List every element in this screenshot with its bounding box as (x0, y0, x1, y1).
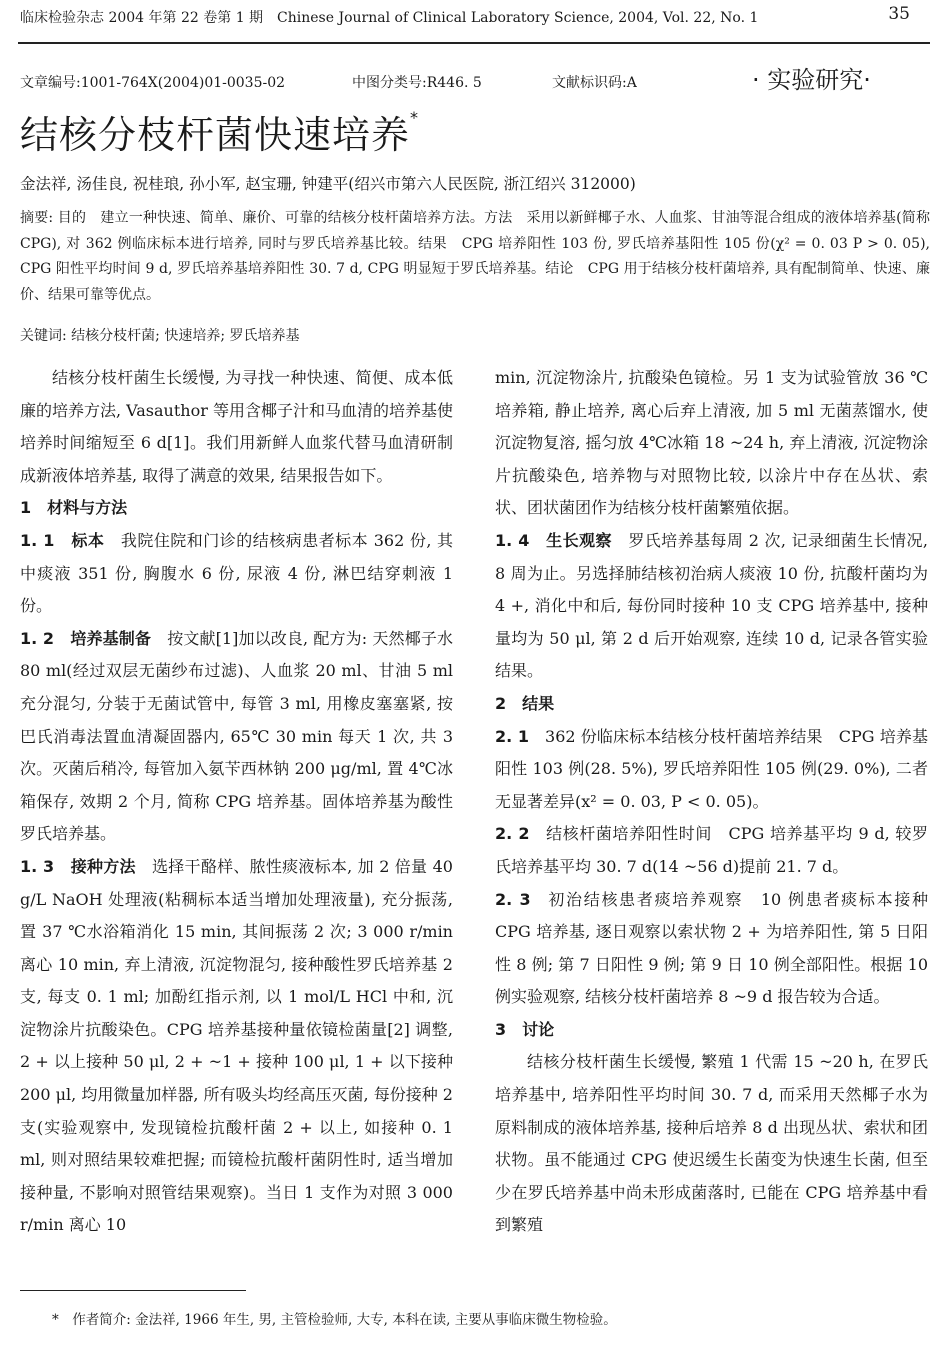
left-column (20, 362, 453, 1242)
intro-paragraph: 结核分枝杆菌生长缓慢, 为寻找一种快速、简便、成本低廉的培养方法, Vasauthor 等用含椰子汁和马血清的培养基使培养时间缩短至 6 d[1]。我们用新鲜人血浆代替马血清研制成新液体培养基, 取得了满意的效果, 结果报告如下。 (20, 368, 453, 485)
subsection-1-2-heading: 1. 2 培养基制备 (20, 628, 152, 648)
subsection-2-3 (495, 884, 928, 1014)
subsection-2-1-text: 362 份临床标本结核分枝杆菌培养结果 CPG 培养基阳性 103 例(28. 5%), 罗氏培养阳性 105 例(29. 0%), 二者无显著差异(x² = 0. 03, P < 0. 05)。 (495, 726, 928, 811)
section-heading-discussion: 3 讨论 (495, 1019, 555, 1039)
subsection-1-2 (20, 623, 453, 851)
keywords: 关键词: 结核分枝杆菌; 快速培养; 罗氏培养基 (20, 328, 300, 344)
discussion-paragraph: 结核分枝杆菌生长缓慢, 繁殖 1 代需 15 ~20 h, 在罗氏培养基中, 培养阳性平均时间 30. 7 d, 而采用天然椰子水为原料制成的液体培养基, 接种后培养 8 d 出现丛状、索状和团状物。虽不能通过 CPG 使迟缓生长菌变为快速生长菌, 但至少在罗氏培养基中尚未形成菌落时, 已能在 CPG 培养基中看到繁殖 (495, 1052, 928, 1235)
subsection-2-3-text: 初治结核患者痰培养观察 10 例患者痰标本接种 CPG 培养基, 逐日观察以索状物 2 + 为培养阳性, 第 5 日阳性 8 例; 第 7 日阳性 9 例; 第 9 日 10 例全部阳性。根据 10 例实验观察, 结核分枝杆菌培养 8 ~9 d 报告较为合适。 (495, 889, 928, 1007)
subsection-1-3-heading: 1. 3 接种方法 (20, 856, 136, 876)
subsection-1-1 (20, 525, 453, 623)
authors-affiliation: 金法祥, 汤佳良, 祝桂琅, 孙小军, 赵宝珊, 钟建平(绍兴市第六人民医院, 浙江绍兴 312000) (20, 175, 636, 193)
running-header: 临床检验杂志 2004 年第 22 卷第 1 期 Chinese Journal of Clinical Laboratory Science, 2004, Vol. 22, No. 1 (20, 10, 759, 26)
article-title (20, 104, 419, 159)
author-footnote: * 作者简介: 金法祥, 1966 年生, 男, 主管检验师, 大专, 本科在读, 主要从事临床微生物检验。 (52, 1312, 617, 1328)
subsection-1-1-text: 我院住院和门诊的结核病患者标本 362 份, 其中痰液 351 份, 胸腹水 6 份, 尿液 4 份, 淋巴结穿刺液 1 份。 (20, 530, 453, 616)
subsection-1-4 (495, 525, 928, 688)
title-footnote-mark: * (410, 108, 420, 127)
subsection-2-3-heading: 2. 3 (495, 889, 531, 909)
abstract: 摘要: 目的 建立一种快速、简单、廉价、可靠的结核分枝杆菌培养方法。方法 采用以新鲜椰子水、人血浆、甘油等混合组成的液体培养基(简称 CPG), 对 362 例临床标本进行培养, 同时与罗氏培养基比较。结果 CPG 培养阳性 103 份, 罗氏培养基阳性 105 份(χ² = 0. 03 P > 0. 05), CPG 阳性平均时间 9 d, 罗氏培养基培养阳性 30. 7 d, CPG 明显短于罗氏培养基。结论 CPG 用于结核分枝杆菌培养, 具有配制简单、快速、廉价、结果可靠等优点。 (20, 210, 930, 303)
section-heading-methods: 1 材料与方法 (20, 498, 128, 518)
subsection-1-3 (20, 851, 453, 1242)
right-column (495, 362, 928, 1242)
header-rule (18, 42, 930, 44)
continued-paragraph: min, 沉淀物涂片, 抗酸染色镜检。另 1 支为试验管放 36 ℃培养箱, 静止培养, 离心后弃上清液, 加 5 ml 无菌蒸馏水, 使沉淀物复溶, 摇匀放 4℃冰箱 18 ~24 h, 弃上清液, 沉淀物涂片抗酸染色, 培养物与对照物比较, 以涂片中存在丛状、索状、团状菌团作为结核分枝杆菌繁殖依据。 (495, 368, 928, 518)
subsection-1-1-heading: 1. 1 标本 (20, 530, 105, 550)
subsection-1-4-heading: 1. 4 生长观察 (495, 530, 612, 550)
article-number: 文章编号:1001-764X(2004)01-0035-02 (20, 75, 286, 91)
subsection-2-2-text: 结核杆菌培养阳性时间 CPG 培养基平均 9 d, 较罗氏培养基平均 30. 7 d(14 ~56 d)提前 21. 7 d。 (495, 824, 928, 876)
footnote-rule (20, 1290, 246, 1291)
document-code: 文献标识码:A (552, 75, 637, 91)
subsection-2-2-heading: 2. 2 (495, 824, 530, 844)
clc-number: 中图分类号:R446. 5 (352, 75, 482, 91)
subsection-2-1 (495, 721, 928, 819)
title-text: 结核分枝杆菌快速培养 (20, 113, 411, 157)
page-number: 35 (888, 4, 910, 24)
subsection-1-4-text: 罗氏培养基每周 2 次, 记录细菌生长情况, 8 周为止。另选择肺结核初治病人痰液 10 份, 抗酸杆菌均为 4 +, 消化中和后, 每份同时接种 10 支 CPG 培养基中, 接种量均为 50 μl, 第 2 d 后开始观察, 连续 10 d, 记录各管实验结果。 (495, 530, 928, 681)
subsection-2-1-heading: 2. 1 (495, 726, 530, 746)
subsection-1-2-text: 按文献[1]加以改良, 配方为: 天然椰子水 80 ml(经过双层无菌纱布过滤)、人血浆 20 ml、甘油 5 ml 充分混匀, 分装于无菌试管中, 每管 3 ml, 用橡皮塞塞紧, 按巴氏消毒法置血清凝固器内, 65℃ 30 min 每天 1 次, 共 3 次。灭菌后稍冷, 每管加入氨苄西林钠 200 μg/ml, 置 4℃冰箱保存, 效期 2 个月, 简称 CPG 培养基。固体培养基为酸性罗氏培养基。 (20, 628, 453, 844)
subsection-1-3-text: 选择干酪样、脓性痰液标本, 加 2 倍量 40 g/L NaOH 处理液(粘稠标本适当增加处理液量), 充分振荡, 置 37 ℃水浴箱消化 15 min, 其间振荡 2 次; 3 000 r/min 离心 10 min, 弃上清液, 沉淀物混匀, 接种酸性罗氏培养基 2 支, 每支 0. 1 ml; 加酚红指示剂, 以 1 mol/L HCl 中和, 沉淀物涂片抗酸染色。CPG 培养基接种量依镜检菌量[2] 调整, 2 + 以上接种 50 μl, 2 + ~1 + 接种 100 μl, 1 + 以下接种 200 μl, 均用微量加样器, 所有吸头均经高压灭菌, 每份接种 2 支(实验观察中, 发现镜检抗酸杆菌 2 + 以上, 如接种 0. 1 ml, 则对照结果较难把握; 而镜检抗酸杆菌阴性时, 适当增加接种量, 不影响对照管结果观察)。当日 1 支作为对照 3 000 r/min 离心 10 (20, 856, 453, 1235)
section-heading-results: 2 结果 (495, 693, 555, 713)
section-tag: · 实验研究· (752, 66, 871, 94)
subsection-2-2 (495, 818, 928, 883)
